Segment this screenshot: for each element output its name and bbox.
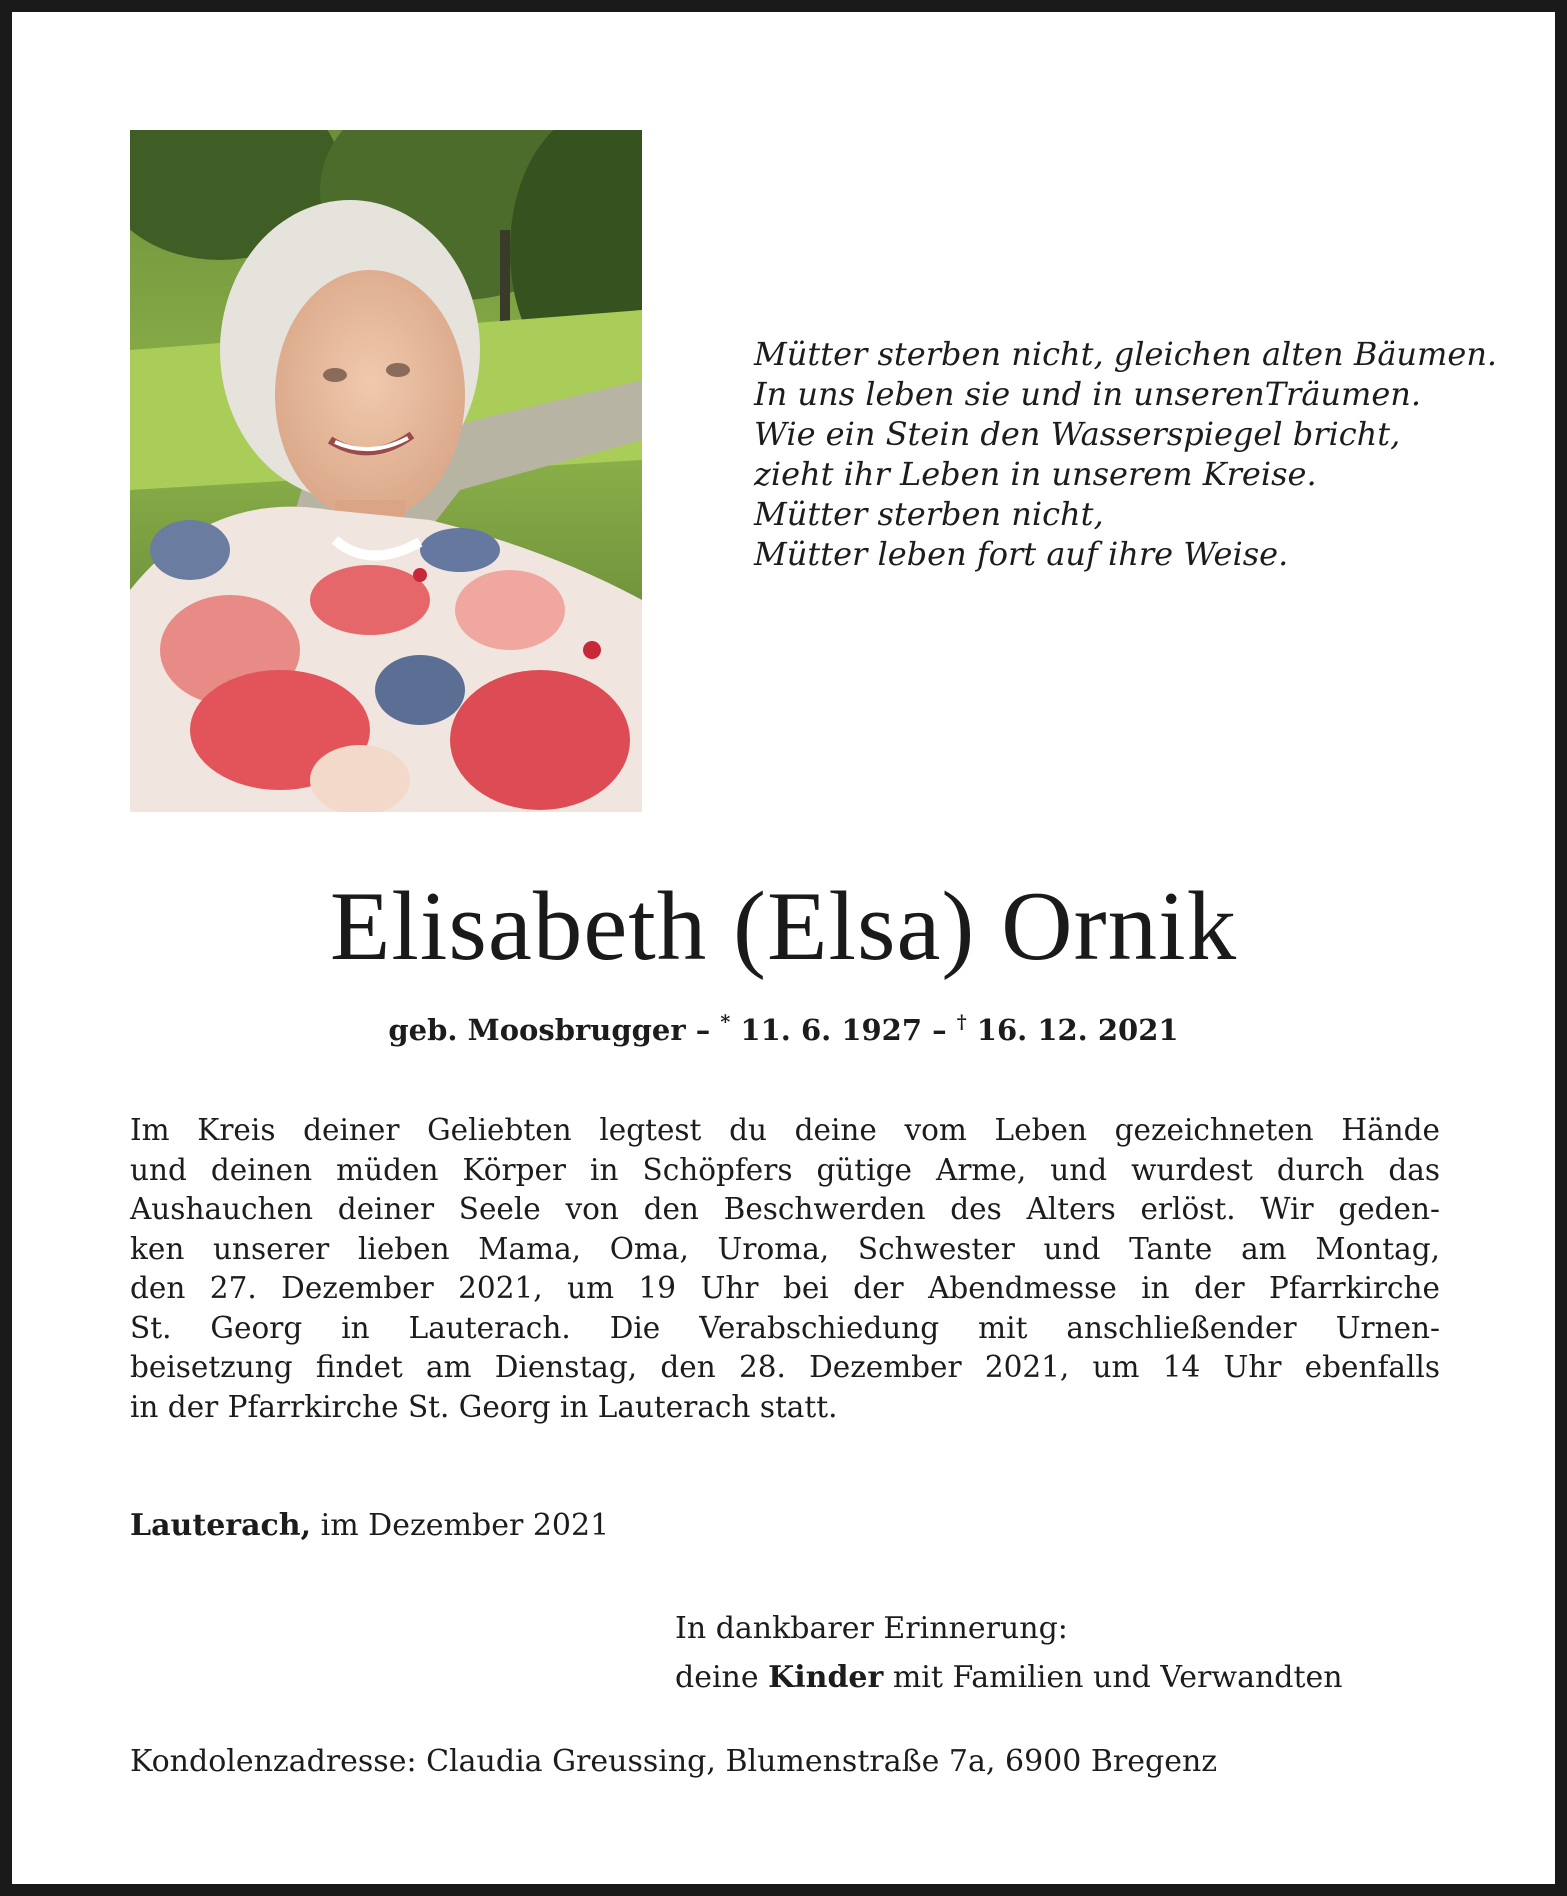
poem-line: Mütter sterben nicht, gleichen alten Bäumen.: [754, 335, 1498, 373]
place-date: [130, 1506, 609, 1546]
text-line: ken unserer lieben Mama, Oma, Uroma, Schwester und Tante am Montag,: [130, 1231, 1440, 1266]
place-date-text: im Dezember 2021: [311, 1508, 610, 1543]
closing-signature: [675, 1604, 1343, 1702]
poem-line: Mütter leben fort auf ihre Weise.: [754, 535, 1289, 573]
text-line: beisetzung findet am Dienstag, den 28. Dezember 2021, um 14 Uhr ebenfalls: [130, 1350, 1440, 1384]
deceased-name: Elisabeth (Elsa) Ornik: [329, 872, 1238, 981]
obituary-text: [130, 1111, 1440, 1427]
portrait-photo: [130, 130, 642, 812]
death-symbol: †: [956, 1011, 967, 1033]
poem-line: Wie ein Stein den Wasserspiegel bricht,: [754, 415, 1401, 453]
closing-pre: deine: [675, 1660, 769, 1695]
birth-date: 11. 6. 1927: [730, 1013, 923, 1047]
poem-line: Mütter sterben nicht,: [754, 495, 1104, 533]
closing-post: mit Familien und Verwandten: [883, 1660, 1343, 1695]
maiden-name: geb. Moosbrugger: [388, 1013, 686, 1047]
condolence-address: Kondolenzadresse: Claudia Greussing, Blumenstraße 7a, 6900 Bregenz: [130, 1744, 1218, 1779]
death-date: 16. 12. 2021: [966, 1013, 1179, 1047]
text-line: St. Georg in Lauterach. Die Verabschiedung mit anschließender Urnen-: [130, 1310, 1440, 1345]
separator: –: [685, 1013, 721, 1047]
portrait-image: [130, 130, 642, 812]
text-line: und deinen müden Körper in Schöpfers gütige Arme, und wurdest durch das: [130, 1152, 1440, 1187]
closing-bold: Kinder: [768, 1660, 884, 1695]
poem: [754, 334, 1514, 574]
birth-symbol: *: [720, 1011, 731, 1033]
text-line: Im Kreis deiner Geliebten legtest du deine vom Leben gezeichneten Hände: [130, 1113, 1440, 1147]
place-town: Lauterach,: [130, 1508, 312, 1543]
poem-line: zieht ihr Leben in unserem Kreise.: [754, 455, 1317, 493]
separator: –: [922, 1013, 957, 1047]
life-dates: [12, 1002, 1555, 1050]
closing-line-2: [675, 1653, 1343, 1702]
closing-line-1: In dankbarer Erinnerung:: [675, 1611, 1068, 1646]
text-line: Aushauchen deiner Seele von den Beschwerden des Alters erlöst. Wir geden-: [130, 1192, 1440, 1226]
text-line: in der Pfarrkirche St. Georg in Lauterach statt.: [130, 1389, 838, 1424]
poem-line: In uns leben sie und in unserenTräumen.: [754, 375, 1422, 413]
text-line: den 27. Dezember 2021, um 19 Uhr bei der Abendmesse in der Pfarrkirche: [130, 1271, 1440, 1305]
